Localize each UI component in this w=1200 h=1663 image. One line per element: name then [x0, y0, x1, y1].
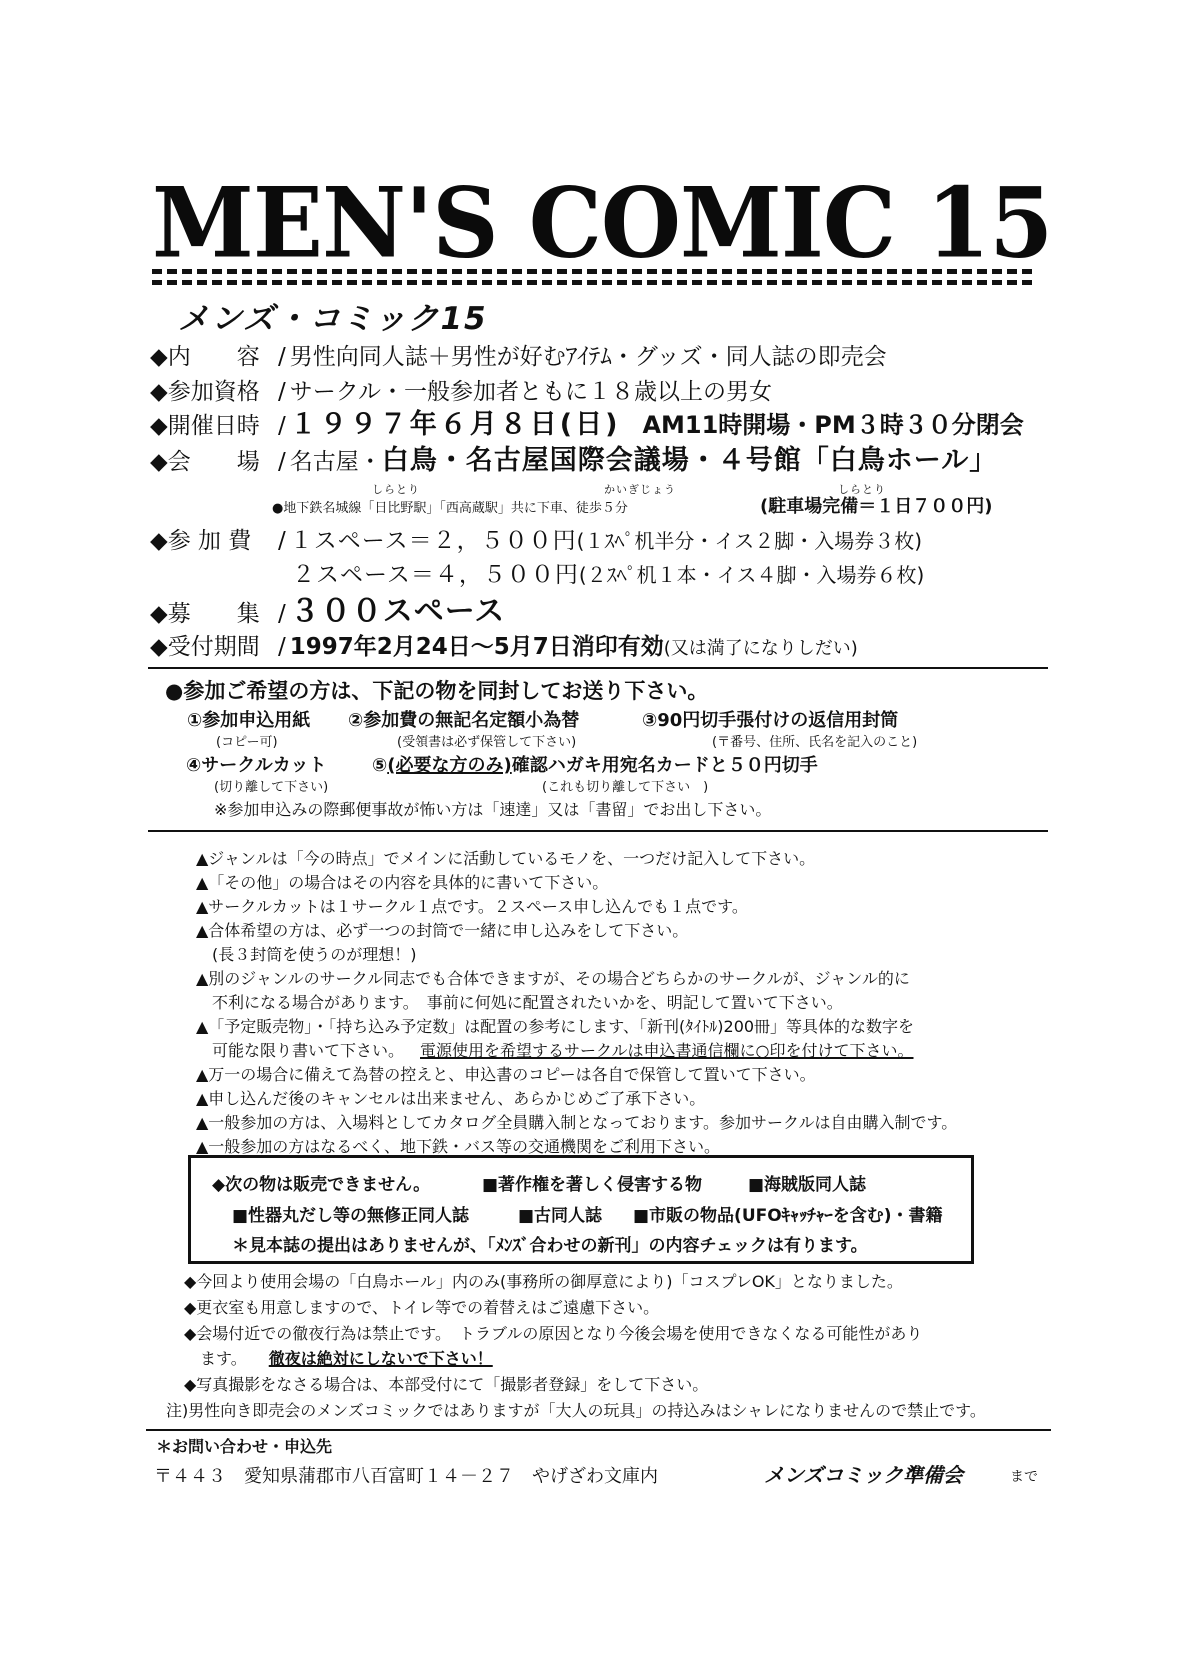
- recruit-row: ◆募 集 / ３００スペース: [150, 594, 506, 629]
- section-divider-1: [148, 667, 1048, 669]
- venue-label: ◆会 場: [150, 449, 260, 475]
- rule-overnight: ◆会場付近での徹夜行為は禁止です。 トラブルの原因となり今後会場を使用できなくなる可能性があり: [184, 1324, 923, 1343]
- venue-prefix: 名古屋・: [289, 449, 382, 475]
- period-row: ◆受付期間 / 1997年2月24日～5月7日消印有効(又は満了になりしだい): [150, 634, 858, 660]
- note-5-cont: 不利になる場合があります。 事前に何処に配置されたいかを、明記して置いて下さい。: [196, 993, 843, 1012]
- rule-photo: ◆写真撮影をなさる場合は、本部受付にて「撮影者登録」をして下さい。: [184, 1375, 709, 1394]
- venue-access: ●地下鉄名城線「日比野駅」「西高蔵駅」共に下車、徒歩５分: [272, 501, 628, 516]
- apply-item-5-text: 確認ハガキ用宛名カードと５０円切手: [511, 755, 818, 776]
- note-3: ▲サークルカットは１サークル１点です。２スペース申し込んでも１点です。: [196, 897, 748, 916]
- eligibility-value: サークル・一般参加者ともに１８歳以上の男女: [289, 379, 773, 405]
- apply-item-5-note: (これも切り離して下さい ): [542, 780, 709, 795]
- fee-row-1: ◆参 加 費 / １スペース＝２，５００円(１ｽﾍﾟ机半分・イス２脚・入場券３枚): [150, 528, 923, 554]
- time-value: AM11時開場・PM３時３０分閉会: [642, 411, 1024, 439]
- apply-item-2: ②参加費の無記名定額小為替: [348, 710, 580, 731]
- note-4-cont: (長３封筒を使うのが理想！): [196, 945, 417, 964]
- content-label: ◆内 容: [150, 344, 260, 370]
- fee-line-2: ２スペース＝４，５００円: [292, 562, 579, 588]
- prohibited-line-1b: ■著作権を著しく侵害する物: [482, 1175, 703, 1195]
- contact-address: 〒４４３ 愛知県蒲郡市八百富町１４－２７ やげざわ文庫内: [154, 1466, 658, 1487]
- note-8: ▲申し込んだ後のキャンセルは出来ません、あらかじめご了承下さい。: [196, 1089, 706, 1108]
- rule-dressing-room: ◆更衣室も用意しますので、トイレ等での着替えはご遠慮下さい。: [184, 1298, 660, 1317]
- content-value: 男性向同人誌＋男性が好むｱｲﾃﾑ・グッズ・同人誌の即売会: [289, 344, 887, 370]
- apply-item-3-note: (〒番号、住所、氏名を記入のこと): [712, 735, 918, 750]
- venue-row: ◆会 場 / 名古屋・白鳥・名古屋国際会議場・４号館「白鳥ホール」: [150, 445, 998, 476]
- apply-item-5-number: ⑤: [372, 755, 388, 776]
- event-title: MEN'S COMIC 15: [152, 166, 1053, 280]
- apply-item-1: ①参加申込用紙: [187, 710, 311, 731]
- venue-value: 白鳥・名古屋国際会議場・４号館「白鳥ホール」: [381, 445, 998, 476]
- date-row: ◆開催日時 / １９９７年６月８日(日) AM11時開場・PM３時３０分閉会: [150, 409, 1024, 440]
- contact-suffix: まで: [1010, 1469, 1038, 1485]
- rule-overnight-warning: 徹夜は絶対にしないで下さい！: [268, 1349, 493, 1368]
- venue-ruby-1: しらとり: [372, 483, 420, 496]
- apply-item-5-optional: (必要な方のみ): [387, 755, 512, 776]
- note-9: ▲一般参加の方は、入場料としてカタログ全員購入制となっております。参加サークルは自由購入制です。: [196, 1113, 958, 1132]
- content-row: ◆内 容 / 男性向同人誌＋男性が好むｱｲﾃﾑ・グッズ・同人誌の即売会: [150, 344, 887, 370]
- event-subtitle: メンズ・コミック15: [178, 301, 488, 337]
- section-divider-3: [146, 1429, 1051, 1431]
- apply-item-5: [372, 751, 818, 777]
- title-dashed-rule-2: [152, 280, 1032, 285]
- date-label: ◆開催日時: [150, 413, 260, 439]
- recruit-value: ３００スペース: [289, 594, 506, 629]
- prohibited-line-1a: ◆次の物は販売できません。: [212, 1175, 431, 1195]
- apply-heading: ●参加ご希望の方は、下記の物を同封してお送り下さい。: [165, 679, 709, 703]
- apply-item-3: ③90円切手張付けの返信用封筒: [642, 710, 899, 731]
- period-value: 1997年2月24日～5月7日消印有効: [289, 634, 664, 660]
- note-4: ▲合体希望の方は、必ず一つの封筒で一緒に申し込みをして下さい。: [196, 921, 689, 940]
- venue-parking: (駐車場完備＝１日７００円): [760, 496, 993, 517]
- eligibility-label: ◆参加資格: [150, 379, 260, 405]
- prohibited-line-2a: ■性器丸だし等の無修正同人誌: [232, 1206, 470, 1226]
- title-dashed-rule: [152, 269, 1032, 274]
- note-7: ▲万一の場合に備えて為替の控えと、申込書のコピーは各自で保管して置いて下さい。: [196, 1065, 816, 1084]
- venue-ruby-2: かいぎじょう: [604, 483, 676, 496]
- rule-toys: 注)男性向き即売会のメンズコミックではありますが「大人の玩具」の持込みはシャレになりませんので禁止です。: [166, 1401, 986, 1420]
- recruit-label: ◆募 集: [150, 601, 260, 627]
- apply-item-1-note: (コピー可): [216, 735, 278, 750]
- prohibited-line-1c: ■海賊版同人誌: [748, 1175, 867, 1195]
- period-note: (又は満了になりしだい): [663, 638, 858, 659]
- note-5: ▲別のジャンルのサークル同志でも合体できますが、その場合どちらかのサークルが、ジャンル的に: [196, 969, 910, 988]
- fee-row-2: [292, 560, 924, 590]
- mail-note: ※参加申込みの際郵便事故が怖い方は「速達」又は「書留」でお出し下さい。: [214, 800, 772, 819]
- fee-line-2-note: (２ｽﾍﾟ机１本・イス４脚・入場券６枚): [578, 563, 925, 587]
- prohibited-line-2c: ■市販の物品(UFOｷｬｯﾁｬｰを含む)・書籍: [633, 1206, 943, 1226]
- note-1: ▲ジャンルは「今の時点」でメインに活動しているモノを、一つだけ記入して下さい。: [196, 849, 816, 868]
- fee-label: ◆参 加 費: [150, 528, 252, 554]
- note-6-cont-text: 可能な限り書いて下さい。: [196, 1041, 405, 1060]
- section-divider-2: [148, 830, 1048, 832]
- prohibited-line-2b: ■古同人誌: [518, 1206, 603, 1226]
- apply-item-4-note: (切り離して下さい): [214, 780, 329, 795]
- apply-item-4: ④サークルカット: [186, 755, 327, 776]
- eligibility-row: ◆参加資格 / サークル・一般参加者ともに１８歳以上の男女: [150, 379, 773, 405]
- rule-overnight-cont: [184, 1348, 493, 1370]
- date-value: １９９７年６月８日(日): [289, 409, 621, 440]
- contact-organization: メンズコミック準備会: [764, 1463, 963, 1487]
- rule-cosplay: ◆今回より使用会場の「白鳥ホール」内のみ(事務所の御厚意により)「コスプレOK」となりました。: [184, 1272, 903, 1291]
- venue-ruby-3: しらとり: [838, 483, 886, 496]
- rule-overnight-cont-text: ます。: [184, 1349, 247, 1368]
- fee-line-1-note: (１ｽﾍﾟ机半分・イス２脚・入場券３枚): [576, 529, 923, 553]
- note-2: ▲「その他」の場合はその内容を具体的に書いて下さい。: [196, 873, 609, 892]
- apply-item-2-note: (受領書は必ず保管して下さい): [397, 735, 577, 750]
- note-10: ▲一般参加の方はなるべく、地下鉄・バス等の交通機関をご利用下さい。: [196, 1137, 720, 1156]
- power-note: 電源使用を希望するサークルは申込書通信欄に○印を付けて下さい。: [420, 1041, 914, 1060]
- prohibited-line-3: ＊見本誌の提出はありませんが、「ﾒﾝｽﾞ合わせの新刊」の内容チェックは有ります。: [232, 1236, 868, 1256]
- note-6-cont: [196, 1040, 914, 1062]
- period-label: ◆受付期間: [150, 634, 260, 660]
- fee-line-1: １スペース＝２，５００円: [289, 528, 577, 554]
- note-6: ▲「予定販売物」・「持ち込み予定数」は配置の参考にします、「新刊(ﾀｲﾄﾙ)200冊」等具体的な数字を: [196, 1017, 915, 1036]
- contact-heading: ＊お問い合わせ・申込先: [156, 1437, 333, 1456]
